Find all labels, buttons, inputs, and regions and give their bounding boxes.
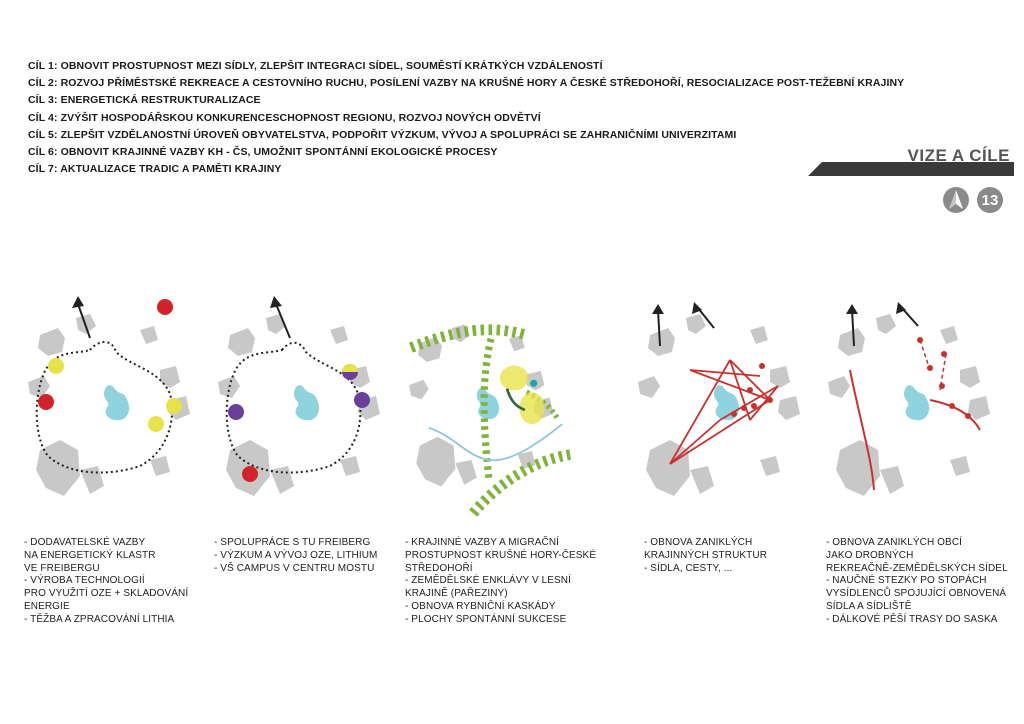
page-title: VIZE A CÍLE	[907, 146, 1010, 165]
goal-5: CÍL 5: ZLEPŠIT VZDĚLANOSTNÍ ÚROVEŇ OBYVATELSTVA, PODPOŘIT VÝZKUM, VÝVOJ A SPOLUPRÁCI SE ZAHRANIČNÍMI UNIVERZITAMI	[28, 128, 737, 141]
yellow-node	[148, 416, 164, 432]
goal-7: CÍL 7: AKTUALIZACE TRADIC A PAMĚTI KRAJINY	[28, 163, 282, 176]
goal-6: CÍL 6: OBNOVIT KRAJINNÉ VAZBY KH - ČS, UMOŽNIT SPONTÁNNÍ EKOLOGICKÉ PROCESY	[28, 146, 498, 159]
goal-2: CÍL 2: ROZVOJ PŘÍMĚSTSKÉ REKREACE A CESTOVNÍHO RUCHU, POSÍLENÍ VAZBY NA KRUŠNÉ HORY A ČESKÉ STŘEDOHOŘÍ, RESOCIALIZACE POST-TEŽEBNÍ KRAJINY	[28, 77, 905, 90]
diagram-landscape-links	[402, 290, 580, 530]
panel-2-description: - SPOLUPRÁCE S TU FREIBERG - VÝZKUM A VÝVOJ OZE, LITHIUM - VŠ CAMPUS V CENTRU MOSTU	[214, 537, 378, 574]
page-number: 13	[981, 192, 999, 209]
section-header	[808, 142, 1014, 178]
red-node	[38, 394, 54, 410]
page-number-badge	[977, 187, 1003, 213]
page-badges	[942, 186, 1012, 214]
purple-node	[228, 404, 244, 420]
panel-4-description: - OBNOVA ZANIKLÝCH KRAJINNÝCH STRUKTUR - SÍDLA, CESTY, ...	[644, 537, 768, 574]
diagram-energy-cluster	[20, 290, 198, 530]
diagram-university-cooperation	[210, 290, 388, 530]
panel-1-description: - DODAVATELSKÉ VAZBY NA ENERGETICKÝ KLASTR VE FREIBERGU - VÝROBA TECHNOLOGIÍ PRO VYUŽITÍ OZE + SKLADOVÁNÍ ENERGIE - TĚŽBA A ZPRACOVÁNÍ LITHIA	[24, 537, 189, 625]
goal-3: CÍL 3: ENERGETICKÁ RESTRUKTURALIZACE	[28, 94, 261, 107]
goal-1: CÍL 1: OBNOVIT PROSTUPNOST MEZI SÍDLY, ZLEPŠIT INTEGRACI SÍDEL, SOUMĚSTÍ KRÁTKÝCH VZDÁLENOSTÍ	[28, 60, 603, 72]
yellow-node	[166, 398, 182, 414]
diagram-historic-structures	[630, 290, 808, 530]
panel-5-description: - OBNOVA ZANIKLÝCH OBCÍ JAKO DROBNÝCH REKREAČNĚ-ZEMĚDĚLSKÝCH SÍDEL - NAUČNÉ STEZKY PO STOPÁCH VYSÍDLENCŮ SPOJUJÍCÍ OBNOVENÁ SÍDLA A SÍDLIŠTĚ - DÁLKOVÉ PĚŠÍ TRASY DO SASKA	[826, 537, 1008, 625]
north-arrow-icon	[943, 187, 969, 213]
red-node	[242, 466, 258, 482]
red-node	[157, 299, 173, 315]
goal-4: CÍL 4: ZVÝŠIT HOSPODÁŘSKOU KONKURENCESCHOPNOST REGIONU, ROZVOJ NOVÝCH ODVĚTVÍ	[28, 111, 541, 124]
panel-3-description: - KRAJINNÉ VAZBY A MIGRAČNÍ PROSTUPNOST KRUŠNÉ HORY-ČESKÉ STŘEDOHOŘÍ - ZEMĚDĚLSKÉ ENKLÁVY V LESNÍ KRAJINĚ (PAŘEZINY) - OBNOVA RYBNIČNÍ KASKÁDY - PLOCHY SPONTÁNNÍ SUKCESE	[405, 537, 597, 625]
diagram-trails	[820, 290, 998, 530]
goals-list	[28, 58, 928, 178]
enclave	[500, 366, 528, 391]
yellow-node	[48, 358, 64, 374]
purple-node	[354, 392, 370, 408]
